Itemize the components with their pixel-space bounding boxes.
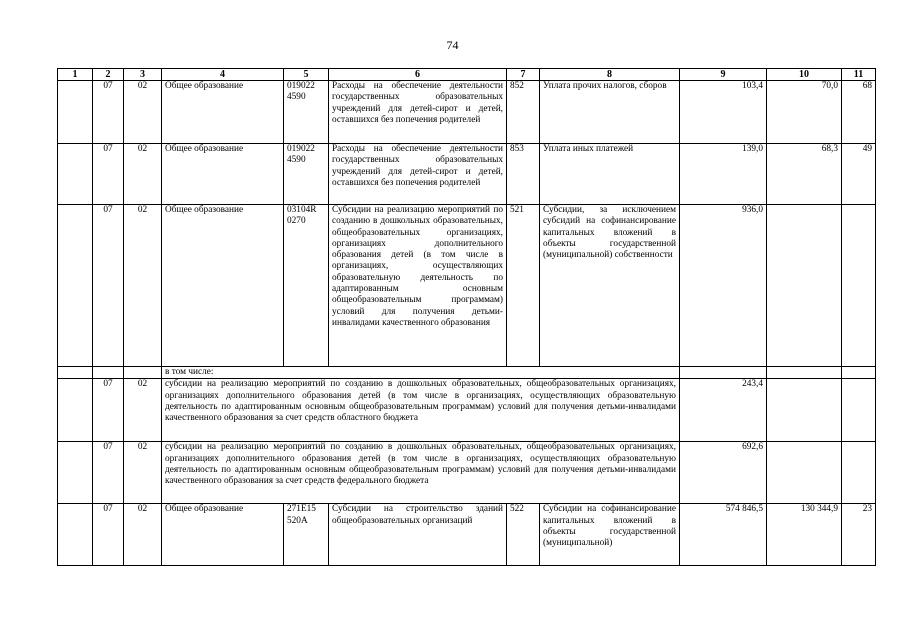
section-code: 07 bbox=[93, 442, 124, 504]
subheader-label: в том числе: bbox=[162, 367, 680, 379]
amount-col9: 243,4 bbox=[680, 379, 767, 442]
header-cell: 4 bbox=[162, 69, 284, 81]
budget-table bbox=[57, 68, 876, 566]
amount-col9: 692,6 bbox=[680, 442, 767, 504]
cell-empty bbox=[58, 367, 93, 379]
header-cell: 5 bbox=[284, 69, 329, 81]
subsection-code: 02 bbox=[124, 504, 162, 566]
subsection-code: 02 bbox=[124, 442, 162, 504]
header-row bbox=[58, 69, 876, 81]
header-cell: 10 bbox=[767, 69, 842, 81]
page-number: 74 bbox=[446, 38, 459, 52]
cell-empty bbox=[680, 367, 767, 379]
cell-empty bbox=[58, 144, 93, 205]
amount-col11 bbox=[842, 205, 876, 367]
table-row bbox=[58, 442, 876, 504]
expense-description: Расходы на обеспечение деятельности государственных образовательных учреждений для детей-сирот и детей, оставшихся без попечения родителей bbox=[329, 81, 507, 144]
amount-col11: 23 bbox=[842, 504, 876, 566]
cell-empty bbox=[58, 442, 93, 504]
expense-type-name: Субсидии на софинансирование капитальных вложений в объекты государственной (муниципальной) bbox=[540, 504, 680, 566]
table-row bbox=[58, 144, 876, 205]
subsection-code: 02 bbox=[124, 81, 162, 144]
table-row bbox=[58, 205, 876, 367]
cell-empty bbox=[58, 205, 93, 367]
table-row bbox=[58, 379, 876, 442]
subsection-code: 02 bbox=[124, 379, 162, 442]
header-cell: 1 bbox=[58, 69, 93, 81]
header-cell: 8 bbox=[540, 69, 680, 81]
header-cell: 11 bbox=[842, 69, 876, 81]
target-code: 019022 4590 bbox=[284, 144, 329, 205]
amount-col9: 139,0 bbox=[680, 144, 767, 205]
amount-col10 bbox=[767, 205, 842, 367]
amount-col11 bbox=[842, 379, 876, 442]
expense-description: Субсидии на реализацию мероприятий по созданию в дошкольных образовательных, общеобразовательных организациях, организациях дополнительного образования детей (в том числе в организациях, осуществляющих образовательную деятельность по адаптированным основным общеобразовательным программам) условий для получения детьми-инвалидами качественного образования bbox=[329, 205, 507, 367]
subsection-code: 02 bbox=[124, 205, 162, 367]
section-code: 07 bbox=[93, 379, 124, 442]
cell-empty bbox=[124, 367, 162, 379]
subsection-name: Общее образование bbox=[162, 144, 284, 205]
target-code: 271E15 520A bbox=[284, 504, 329, 566]
expense-type-name: Субсидии, за исключением субсидий на софинансирование капитальных вложений в объекты государственной (муниципальной) собственности bbox=[540, 205, 680, 367]
cell-empty bbox=[842, 367, 876, 379]
expense-type-code: 852 bbox=[507, 81, 540, 144]
header-cell: 6 bbox=[329, 69, 507, 81]
amount-col11: 49 bbox=[842, 144, 876, 205]
amount-col10: 68,3 bbox=[767, 144, 842, 205]
amount-col10: 70,0 bbox=[767, 81, 842, 144]
expense-description: Расходы на обеспечение деятельности государственных образовательных учреждений для детей-сирот и детей, оставшихся без попечения родителей bbox=[329, 144, 507, 205]
amount-col10: 130 344,9 bbox=[767, 504, 842, 566]
amount-col11: 68 bbox=[842, 81, 876, 144]
subsection-name: Общее образование bbox=[162, 205, 284, 367]
subheader-row bbox=[58, 367, 876, 379]
subsection-code: 02 bbox=[124, 144, 162, 205]
amount-col9: 936,0 bbox=[680, 205, 767, 367]
cell-empty bbox=[93, 367, 124, 379]
expense-type-code: 853 bbox=[507, 144, 540, 205]
section-code: 07 bbox=[93, 205, 124, 367]
subsidy-description: субсидии на реализацию мероприятий по созданию в дошкольных образовательных, общеобразовательных организациях, организациях дополнительного образования детей (в том числе в организациях, осуществляющих образовательную деятельность по адаптированным основным общеобразовательным программам) условий для получения детьми-инвалидами качественного образования за счет средств областного бюджета bbox=[162, 379, 680, 442]
expense-type-code: 522 bbox=[507, 504, 540, 566]
section-code: 07 bbox=[93, 504, 124, 566]
target-code: 019022 4590 bbox=[284, 81, 329, 144]
expense-description: Субсидии на строительство зданий общеобразовательных организаций bbox=[329, 504, 507, 566]
amount-col10 bbox=[767, 379, 842, 442]
table-row bbox=[58, 81, 876, 144]
table-row bbox=[58, 504, 876, 566]
header-cell: 9 bbox=[680, 69, 767, 81]
subsection-name: Общее образование bbox=[162, 504, 284, 566]
header-cell: 3 bbox=[124, 69, 162, 81]
cell-empty bbox=[58, 379, 93, 442]
amount-col11 bbox=[842, 442, 876, 504]
amount-col9: 574 846,5 bbox=[680, 504, 767, 566]
amount-col9: 103,4 bbox=[680, 81, 767, 144]
expense-type-name: Уплата иных платежей bbox=[540, 144, 680, 205]
header-cell: 7 bbox=[507, 69, 540, 81]
subsidy-description: субсидии на реализацию мероприятий по созданию в дошкольных образовательных, общеобразовательных организациях, организациях дополнительного образования детей (в том числе в организациях, осуществляющих образовательную деятельность по адаптированным основным общеобразовательным программам) условий для получения детьми-инвалидами качественного образования за счет средств федерального бюджета bbox=[162, 442, 680, 504]
cell-empty bbox=[58, 504, 93, 566]
header-cell: 2 bbox=[93, 69, 124, 81]
section-code: 07 bbox=[93, 144, 124, 205]
subsection-name: Общее образование bbox=[162, 81, 284, 144]
target-code: 03104R 0270 bbox=[284, 205, 329, 367]
cell-empty bbox=[767, 367, 842, 379]
amount-col10 bbox=[767, 442, 842, 504]
expense-type-name: Уплата прочих налогов, сборов bbox=[540, 81, 680, 144]
section-code: 07 bbox=[93, 81, 124, 144]
cell-empty bbox=[58, 81, 93, 144]
expense-type-code: 521 bbox=[507, 205, 540, 367]
